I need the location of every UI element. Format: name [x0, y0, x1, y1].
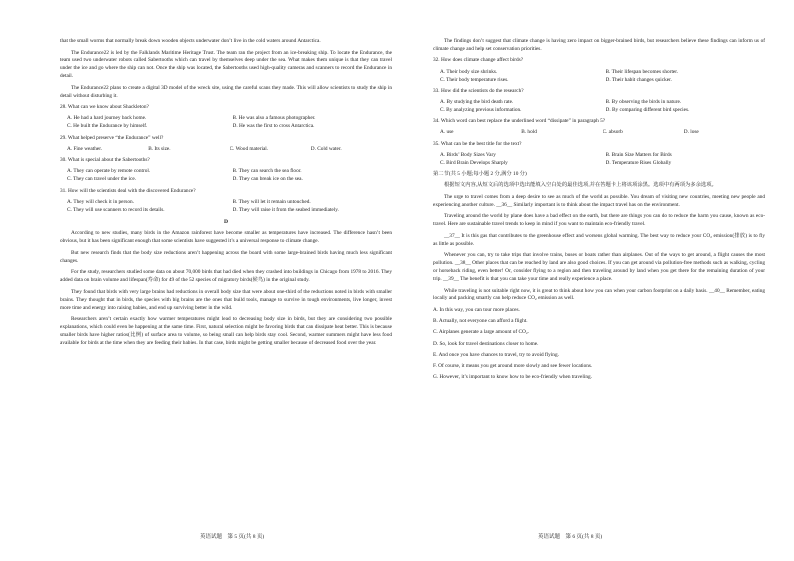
- option: C. He built the Endurance by himself.: [67, 123, 148, 130]
- option: D. He was the first to cross Antarctica.: [232, 123, 315, 130]
- option: D. Temperature Rises Globally: [605, 159, 672, 166]
- cloze-paragraph: Whenever you can, try to take trips that involve trains, buses or boats rather than airplanes. Out of the ways to get around, a flight causes the most pollution. __38__ Other places that can be reached by land are also good choices. If you can get around via pollution-free methods such as walking, cycling or horseback riding, even better! Or, consider flying to a region and then traveling around by land when you get there for the remaining duration of your trip. __39__ The benefit is that you can take your time and really experience a place.: [433, 252, 765, 282]
- option: A. They can operate by remote control.: [67, 168, 151, 175]
- option: A. Birds’ Body Sizes Vary: [440, 151, 496, 158]
- passage-d-paragraph: According to new studies, many birds in the Amazon rainforest have become smaller as temperatures have increased. The difference hasn’t been obvious, but it has been significant enough that some scientists have suggested it’s a universal response to climate change.: [60, 230, 392, 245]
- option: D. By comparing different bird species.: [605, 106, 690, 113]
- section-heading-d: D: [223, 218, 229, 225]
- question-30: [60, 157, 392, 184]
- answer-option: C. Airplanes generate a large amount of CO₂.: [433, 329, 530, 336]
- question-stem: 29. What helped preserve “the Endurance” well?: [60, 134, 164, 141]
- answer-option: E. And once you have chances to travel, try to avoid flying.: [433, 351, 559, 358]
- option: C. Their body temperature rises.: [440, 76, 509, 83]
- option: B. He was also a famous photographer.: [232, 115, 316, 122]
- passage-c-paragraph: The Endurance22 is led by the Falklands Maritime Heritage Trust. The team ran the project from an ice-breaking ship. To locate the Endurance, the team used two underwater robots called Sabertooths which can travel by themselves deep under the sea. What makes them unique is that they can travel under the ice and go where the ship can not. Once the ship was located, the Sabertooths used high-quality cameras and scanners to record the Endurance in detail.: [60, 49, 392, 80]
- cloze-paragraph: Traveling around the world by plane does have a bad effect on the earth, but there are things you can do to reduce the harm you cause, known as eco-travel. Here are sustainable travel trends to keep in mind if you want to maintain eco-friendly travel.: [433, 213, 765, 228]
- option: B. They will let it remain untouched.: [232, 198, 311, 205]
- question-31: [60, 188, 392, 215]
- question-29: [60, 135, 392, 154]
- option: D. They can break ice on the sea.: [232, 176, 303, 183]
- option: C. Wood material.: [229, 145, 269, 152]
- cloze-paragraph: __37__ It is this gas that contributes to the greenhouse effect and worsens global warming. The best way to reduce your CO₂ emission(排放) is to fly as little as possible.: [433, 232, 765, 247]
- question-stem: 33. How did the scientists do the research?: [433, 87, 524, 94]
- option: A. Fine weather.: [67, 145, 103, 152]
- page-footer-left: 英语试题 第 5 页(共 8 页): [200, 534, 265, 540]
- option: D. Cold water.: [310, 145, 342, 152]
- option: B. Their lifespan becomes shorter.: [605, 68, 679, 75]
- passage-d-paragraph: But new research finds that the body size reductions aren’t happening across the board with some large-brained birds having much less significant changes.: [60, 249, 392, 264]
- question-35: [433, 141, 765, 168]
- cloze-paragraph: While traveling is not suitable right now, it is great to think about how you can when your carbon footprint on a daily basis. __40__ Remember, eating locally and packing smartly can help reduce CO₂ emission as well.: [433, 287, 765, 302]
- answer-option: F. Of course, it means you get around more slowly and see fewer locations.: [433, 363, 593, 370]
- question-stem: 34. Which word can best replace the underlined word “dissipate” in paragraph 5?: [433, 118, 606, 125]
- answer-option: A. In this way, you can tour more places.: [433, 306, 520, 313]
- option: B. Its size.: [148, 145, 171, 152]
- question-28: [60, 104, 392, 131]
- passage-d-paragraph: Researchers aren’t certain exactly how warmer temperatures might lead to decreasing body size in birds, but they are considering two possible explanations, which could even be happening at the same time. First, natural selection might be favoring birds that can dissipate heat better. This is because smaller birds have higher ratios(比例) of surface area to volume, so being small can help birds stay cool. Second, warmer summers might have less food available for birds at the time when they are feeding their babies. In that case, birds might be getting smaller because of decreased food over the year.: [60, 316, 392, 346]
- question-34: [433, 118, 765, 137]
- right-column: [433, 38, 765, 386]
- option: B. By observing the birds in nature.: [605, 98, 682, 105]
- option: C. They will use scanners to record its details.: [67, 206, 165, 213]
- option: A. By studying the bird death rate.: [440, 98, 514, 105]
- option: B. Brain Size Matters for Birds: [605, 151, 672, 158]
- answer-option: D. So, look for travel destinations closer to home.: [433, 340, 539, 347]
- question-32: [433, 57, 765, 84]
- question-33: [433, 88, 765, 115]
- option: C. By analyzing previous information.: [440, 106, 522, 113]
- option: C. They can travel under the ice.: [67, 176, 137, 183]
- passage-d-paragraph: The findings don’t suggest that climate change is having zero impact on bigger-brained birds, but researchers believe these findings can inform us of climate change and help set conservation priorities.: [433, 38, 765, 52]
- option: A. use: [440, 129, 454, 136]
- section-two-instructions: 根据短文内容,从短文后的选项中选出能填入空白处的最佳选项,并在答题卡上将该项涂黑。选项中有两项为多余选项。: [444, 182, 717, 189]
- answer-option: G. However, it’s important to know how to be eco-friendly when traveling.: [433, 374, 592, 381]
- option: B. hold: [521, 129, 537, 136]
- left-column: [60, 38, 392, 352]
- passage-d-paragraph: They found that birds with very large brains had reductions in overall body size that were about one-third of the reductions noted in birds with smaller brains. They thought that in birds, the species with big brains are the ones that build tools, manage to survive in tough environments, live longer, invest more time and energy into raising babies, and end up surviving better in the wild.: [60, 288, 392, 311]
- question-stem: 28. What can we know about Shackleton?: [60, 104, 149, 111]
- option: D. They will raise it from the seabed immediately.: [232, 206, 339, 213]
- answer-options: [433, 307, 765, 382]
- passage-d-paragraph: For the study, researchers studied some data on about 70,000 birds that had died when they crashed into buildings in Chicago from 1978 to 2016. They added data on brain volume and lifespan(寿命) for 49 of the 52 species of migratory birds(候鸟) in the original study.: [60, 269, 392, 284]
- answer-option: B. Actually, not everyone can afford a flight.: [433, 318, 528, 325]
- option: D. lose: [683, 129, 699, 136]
- option: D. Their habit changes quicker.: [605, 76, 672, 83]
- page-footer-right: 英语试题 第 6 页(共 8 页): [538, 534, 603, 540]
- question-stem: 35. What can be the best title for the text?: [433, 140, 522, 147]
- option: C. Bird Brain Develops Sharply: [440, 159, 508, 166]
- option: A. He had a hard journey back home.: [67, 115, 147, 122]
- question-stem: 32. How does climate change affect birds?: [433, 57, 524, 64]
- option: A. They will check it in person.: [67, 198, 134, 205]
- passage-c-tail: that the small worms that normally break down wooden objects underwater don’t live in the cold waters around Antarctica.: [60, 38, 321, 44]
- cloze-paragraph: The urge to travel comes from a deep desire to see as much of the world as possible. You dream of visiting new countries, meeting new people and experiencing another culture. __36__ Similarly important is to think about the impact travel has on the environment.: [433, 193, 765, 208]
- option: B. They can search the sea floor.: [232, 168, 302, 175]
- option: A. Their body size shrinks.: [440, 68, 498, 75]
- question-stem: 30. What is special about the Sabertooths?: [60, 157, 150, 164]
- passage-c-paragraph: The Endurance22 plans to create a digital 3D model of the wreck site, using the careful scans they made. This will allow scientists to study the ship in detail without disturbing it.: [60, 84, 392, 99]
- section-two-title: 第二节(共 5 小题;每小题 2 分,满分 10 分): [433, 171, 527, 178]
- question-stem: 31. How will the scientists deal with the discovered Endurance?: [60, 187, 196, 194]
- option: C. absorb: [602, 129, 623, 136]
